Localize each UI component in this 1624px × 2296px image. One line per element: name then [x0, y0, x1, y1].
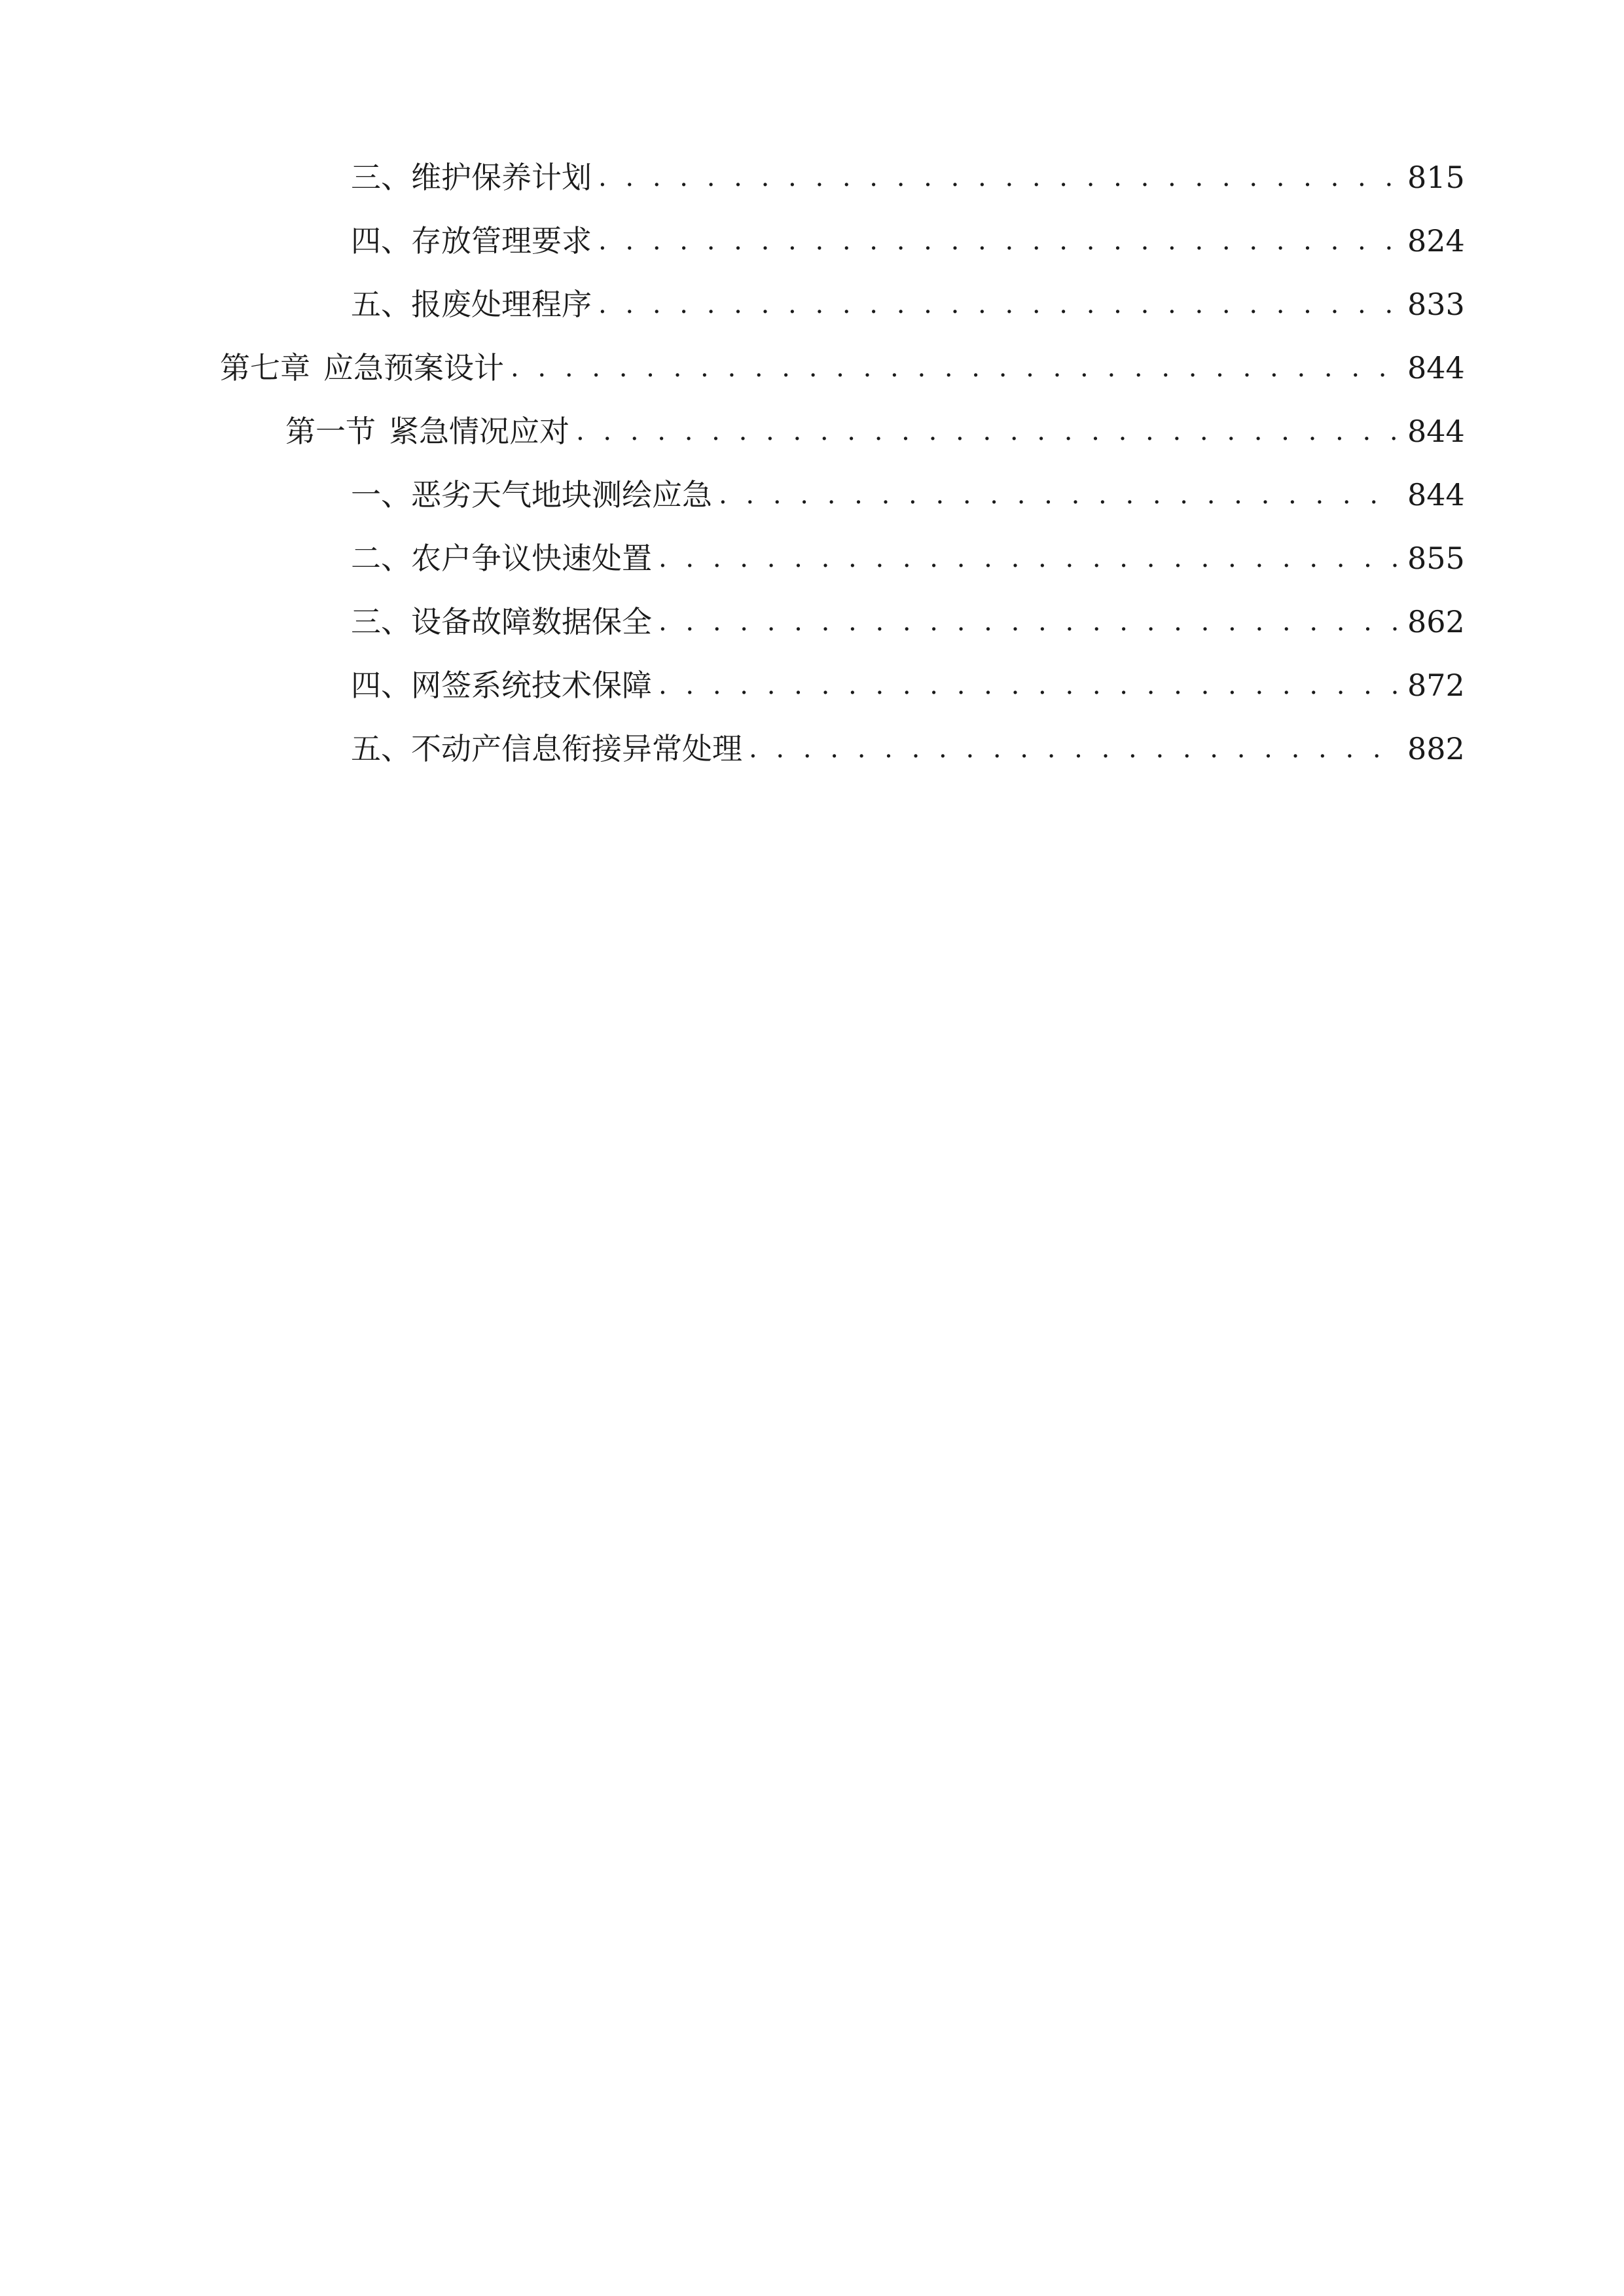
toc-entry-page: 824 [1407, 223, 1465, 259]
toc-entry[interactable] [351, 281, 1465, 327]
toc-entry-number: 三、 [351, 604, 411, 639]
toc-entry-title: 存放管理要求 [411, 223, 592, 259]
toc-dot-leader [511, 345, 1398, 391]
toc-entry-number: 五、 [351, 287, 411, 322]
toc-dot-leader [598, 281, 1398, 327]
toc-entry-number: 五、 [351, 731, 411, 766]
toc-entry-number: 三、 [351, 160, 411, 195]
toc-entry-title: 恶劣天气地块测绘应急 [411, 477, 712, 512]
toc-dot-leader [659, 599, 1398, 645]
toc-entry[interactable] [351, 726, 1465, 772]
toc-entry[interactable] [351, 154, 1465, 200]
toc-entry-title: 网签系统技术保障 [411, 668, 652, 703]
toc-section-title: 紧急情况应对 [389, 414, 569, 449]
toc-entry-page: 872 [1407, 668, 1465, 703]
toc-entry-number: 一、 [351, 477, 411, 512]
toc-section-number: 第一节 [285, 414, 376, 449]
toc-entry-page: 833 [1407, 287, 1465, 322]
toc-dot-leader [576, 408, 1398, 454]
toc-entry-page: 882 [1407, 731, 1465, 766]
toc-entry-page: 815 [1407, 160, 1465, 195]
toc-entry-page: 844 [1407, 350, 1465, 386]
toc-dot-leader [719, 472, 1398, 518]
toc-entry-title: 维护保养计划 [411, 160, 592, 195]
toc-entry[interactable] [351, 218, 1465, 264]
toc-entry-page: 844 [1407, 477, 1465, 512]
toc-entry-section[interactable] [285, 408, 1465, 454]
toc-entry-number: 四、 [351, 668, 411, 703]
toc-entry-title: 农户争议快速处置 [411, 541, 652, 576]
toc-dot-leader [659, 535, 1398, 581]
toc-entry-chapter[interactable] [220, 345, 1465, 391]
toc-dot-leader [659, 662, 1398, 708]
toc-entry[interactable] [351, 535, 1465, 581]
toc-entry-number: 四、 [351, 223, 411, 259]
toc-chapter-title: 应急预案设计 [323, 350, 504, 386]
toc-entry-page: 844 [1407, 414, 1465, 449]
toc-dot-leader [598, 218, 1398, 264]
toc-entry[interactable] [351, 662, 1465, 708]
toc-entry[interactable] [351, 599, 1465, 645]
toc-entry-page: 855 [1407, 541, 1465, 576]
toc-chapter-number: 第七章 [220, 350, 310, 386]
toc-entry-number: 二、 [351, 541, 411, 576]
toc-entry-title: 设备故障数据保全 [411, 604, 652, 639]
toc-dot-leader [598, 154, 1398, 200]
toc-entry[interactable] [351, 472, 1465, 518]
toc-entry-page: 862 [1407, 604, 1465, 639]
toc-dot-leader [749, 726, 1398, 772]
toc-entry-title: 不动产信息衔接异常处理 [411, 731, 742, 766]
toc-entry-title: 报废处理程序 [411, 287, 592, 322]
